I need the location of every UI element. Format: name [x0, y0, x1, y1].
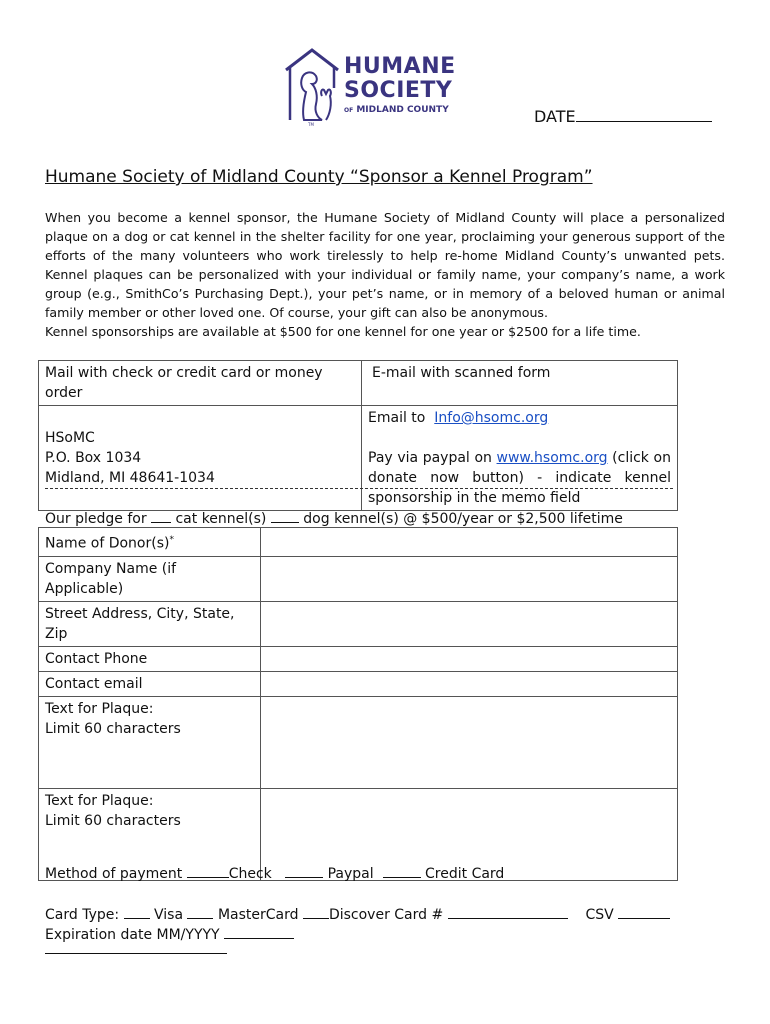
dog-kennel-count-blank[interactable] — [271, 509, 299, 523]
plaque-text-row-1 — [39, 696, 678, 788]
donor-name-mark: * — [169, 535, 174, 545]
page-title: Humane Society of Midland County “Sponsor a Kennel Program” — [45, 167, 593, 187]
plaque-limit-label-2: Limit 60 characters — [45, 812, 181, 829]
email-header-cell — [362, 361, 678, 406]
payment-paypal: Paypal — [327, 866, 374, 882]
intro-paragraph: When you become a kennel sponsor, the Humane Society of Midland County will place a personalized plaque on a dog or cat kennel in the shelter facility for one year, proclaiming your generous support of the efforts of the many volunteers who work tirelessly to help re-home Midland County’s unwanted pets. Kennel plaques can be personalized with your individual or family name, your company’s name, a work group (e.g., SmithCo’s Purchasing Dept.), your pet’s name, or in memory of a beloved human or animal family member or other loved one. Of course, your gift can also be anonymous. — [45, 210, 725, 320]
address-name: HSoMC — [45, 430, 95, 446]
svg-text:TM: TM — [308, 122, 314, 127]
logo-text-humane: HUMANE — [344, 54, 456, 79]
mastercard-blank[interactable] — [187, 905, 213, 919]
email-header: E-mail with scanned form — [372, 365, 551, 381]
donor-name-field[interactable] — [261, 528, 678, 557]
payment-check: Check — [228, 866, 272, 882]
email-details-cell — [362, 406, 678, 511]
address-box: P.O. Box 1034 — [45, 450, 142, 466]
card-visa: Visa — [153, 907, 184, 923]
card-details — [45, 905, 670, 945]
logo-text-society: SOCIETY — [344, 78, 453, 103]
logo-text-of: OF — [344, 107, 354, 114]
plaque-text-label-2: Text for Plaque: — [45, 792, 154, 809]
paypal-text — [368, 448, 671, 508]
address-label: Street Address, City, State, Zip — [39, 601, 261, 646]
card-type-line — [45, 905, 670, 925]
mailing-address-cell — [39, 406, 362, 511]
address-field[interactable] — [261, 601, 678, 646]
address-city: Midland, MI 48641-1034 — [45, 470, 215, 486]
company-field[interactable] — [261, 556, 678, 601]
pledge-text-1: Our pledge for — [45, 511, 147, 527]
logo-text-midland-county: MIDLAND COUNTY — [356, 105, 449, 115]
payment-credit: Credit Card — [425, 866, 505, 882]
expiration-blank[interactable] — [224, 925, 294, 939]
signature-line[interactable] — [45, 953, 227, 954]
check-blank[interactable] — [187, 864, 229, 878]
donor-name-row — [39, 528, 678, 557]
paypal-link[interactable]: www.hsomc.org — [496, 450, 608, 466]
intro-text — [45, 208, 725, 341]
address-row — [39, 601, 678, 646]
mail-header: Mail with check or credit card or money order — [45, 365, 323, 401]
company-label: Company Name (if Applicable) — [39, 556, 261, 601]
pledge-text-2: cat kennel(s) — [175, 511, 267, 527]
logo-text-midland — [344, 106, 449, 115]
credit-card-blank[interactable] — [383, 864, 421, 878]
plaque-text-label-cell-1 — [39, 696, 261, 788]
discover-blank[interactable] — [303, 905, 329, 919]
contact-email-field[interactable] — [261, 671, 678, 696]
email-row — [39, 671, 678, 696]
card-mastercard: MasterCard — [217, 907, 299, 923]
donor-name-label-cell — [39, 528, 261, 557]
payment-label: Method of payment — [45, 866, 183, 882]
plaque-text-field-1[interactable] — [261, 696, 678, 788]
contact-email-label: Contact email — [39, 671, 261, 696]
card-expiration: Expiration date MM/YYYY — [45, 927, 220, 943]
pledge-line — [45, 509, 623, 527]
phone-field[interactable] — [261, 646, 678, 671]
donor-name-label: Name of Donor(s) — [45, 535, 170, 552]
paypal-blank[interactable] — [285, 864, 323, 878]
card-csv: CSV — [585, 907, 614, 923]
pricing-text: Kennel sponsorships are available at $500 for one kennel for one year or $2500 for a life time. — [45, 324, 641, 339]
date-label: DATE — [534, 107, 576, 126]
humane-society-logo — [282, 48, 468, 128]
card-number-blank[interactable] — [448, 905, 568, 919]
mail-header-cell — [39, 361, 362, 406]
date-line[interactable] — [576, 107, 712, 122]
email-prefix: Email to — [368, 410, 426, 426]
plaque-text-label-1: Text for Plaque: — [45, 700, 154, 717]
dashed-separator — [45, 488, 673, 489]
payment-method-line — [45, 864, 504, 882]
card-discover: Discover Card # — [328, 907, 444, 923]
email-line — [368, 408, 671, 428]
plaque-limit-label-1: Limit 60 characters — [45, 720, 181, 737]
visa-blank[interactable] — [124, 905, 150, 919]
cat-kennel-count-blank[interactable] — [151, 509, 171, 523]
csv-blank[interactable] — [618, 905, 670, 919]
donor-form-table — [38, 527, 678, 881]
company-row — [39, 556, 678, 601]
expiration-line — [45, 925, 670, 945]
paypal-prefix: Pay via paypal on — [368, 450, 492, 466]
date-field[interactable] — [534, 107, 712, 126]
email-link[interactable]: Info@hsomc.org — [434, 410, 549, 426]
card-type-label: Card Type: — [45, 907, 120, 923]
house-dog-cat-icon — [282, 48, 342, 128]
phone-row — [39, 646, 678, 671]
phone-label: Contact Phone — [39, 646, 261, 671]
pledge-text-3: dog kennel(s) @ $500/year or $2,500 lifetime — [303, 511, 623, 527]
paypal-suffix: (click on donate now button) - indicate kennel sponsorship in the memo field — [368, 450, 671, 506]
